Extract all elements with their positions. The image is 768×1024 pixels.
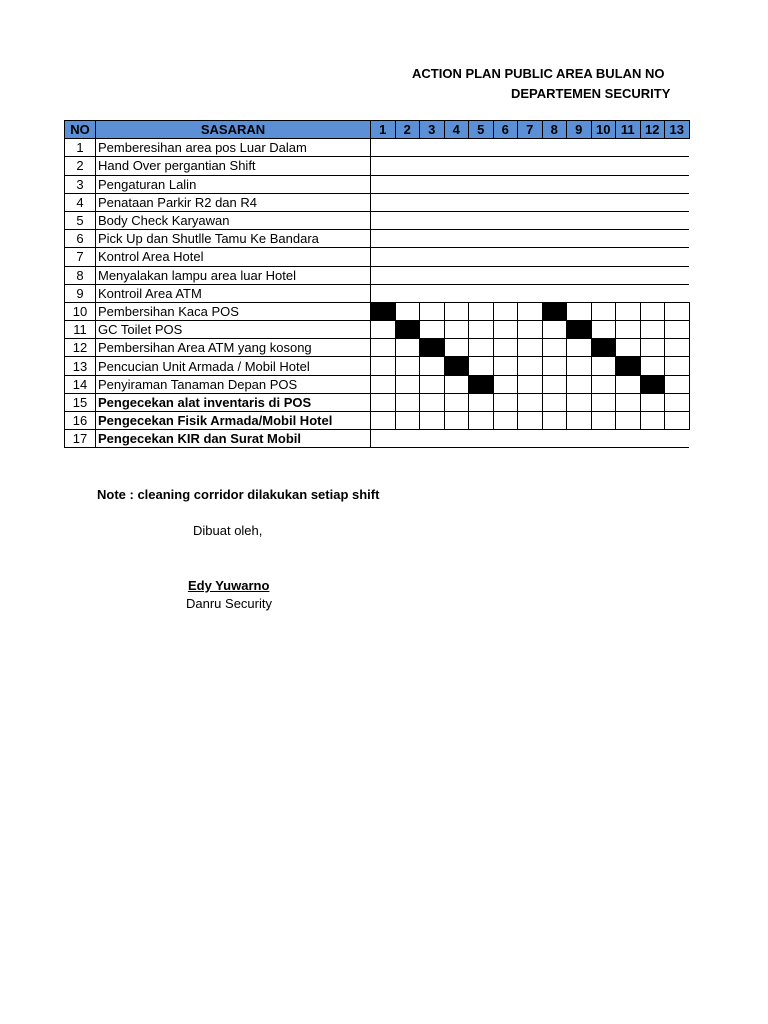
signer-name: Edy Yuwarno xyxy=(188,578,270,593)
schedule-cell xyxy=(469,339,494,357)
column-header-task: SASARAN xyxy=(96,121,371,139)
schedule-cell xyxy=(395,302,420,320)
schedule-cell xyxy=(518,375,543,393)
row-number: 2 xyxy=(65,157,96,175)
schedule-span xyxy=(371,230,690,248)
column-header-day: 3 xyxy=(420,121,445,139)
schedule-span xyxy=(371,193,690,211)
schedule-cell xyxy=(371,393,396,411)
row-number: 3 xyxy=(65,175,96,193)
task-label: Hand Over pergantian Shift xyxy=(96,157,371,175)
schedule-cell xyxy=(591,357,616,375)
schedule-span xyxy=(371,430,690,448)
made-by-label: Dibuat oleh, xyxy=(193,523,263,538)
task-label: Pengecekan Fisik Armada/Mobil Hotel xyxy=(96,412,371,430)
schedule-cell xyxy=(616,393,641,411)
column-header-day: 6 xyxy=(493,121,518,139)
schedule-cell xyxy=(567,339,592,357)
schedule-cell xyxy=(640,339,665,357)
schedule-cell xyxy=(665,393,690,411)
schedule-cell xyxy=(665,339,690,357)
schedule-cell xyxy=(493,357,518,375)
table-row xyxy=(65,302,690,320)
schedule-cell xyxy=(591,393,616,411)
schedule-cell xyxy=(420,357,445,375)
schedule-cell-filled xyxy=(591,339,616,357)
table-row xyxy=(65,230,690,248)
schedule-cell xyxy=(469,393,494,411)
column-header-day: 9 xyxy=(567,121,592,139)
schedule-cell xyxy=(395,339,420,357)
table-row xyxy=(65,193,690,211)
schedule-cell xyxy=(518,357,543,375)
schedule-cell xyxy=(420,393,445,411)
row-number: 10 xyxy=(65,302,96,320)
row-number: 11 xyxy=(65,321,96,339)
column-header-no: NO xyxy=(65,121,96,139)
schedule-cell xyxy=(616,302,641,320)
table-row xyxy=(65,284,690,302)
schedule-cell-filled xyxy=(567,321,592,339)
schedule-cell xyxy=(591,412,616,430)
column-header-day: 13 xyxy=(665,121,690,139)
task-label: Pick Up dan Shutlle Tamu Ke Bandara xyxy=(96,230,371,248)
column-header-day: 8 xyxy=(542,121,567,139)
schedule-span xyxy=(371,211,690,229)
schedule-cell xyxy=(591,302,616,320)
column-header-day: 10 xyxy=(591,121,616,139)
schedule-cell xyxy=(493,393,518,411)
row-number: 13 xyxy=(65,357,96,375)
schedule-span xyxy=(371,248,690,266)
schedule-cell xyxy=(518,339,543,357)
column-header-day: 4 xyxy=(444,121,469,139)
schedule-cell xyxy=(640,393,665,411)
schedule-cell xyxy=(395,357,420,375)
table-row xyxy=(65,375,690,393)
schedule-cell xyxy=(616,321,641,339)
signer-role: Danru Security xyxy=(186,596,272,611)
task-label: Pengecekan alat inventaris di POS xyxy=(96,393,371,411)
task-label: Body Check Karyawan xyxy=(96,211,371,229)
task-label: Menyalakan lampu area luar Hotel xyxy=(96,266,371,284)
task-label: Pengaturan Lalin xyxy=(96,175,371,193)
schedule-cell xyxy=(640,302,665,320)
schedule-cell xyxy=(371,321,396,339)
schedule-cell xyxy=(444,302,469,320)
schedule-cell xyxy=(665,321,690,339)
table-row xyxy=(65,157,690,175)
column-header-day: 2 xyxy=(395,121,420,139)
schedule-cell xyxy=(518,321,543,339)
schedule-cell xyxy=(518,412,543,430)
schedule-cell xyxy=(616,412,641,430)
note-text: Note : cleaning corridor dilakukan setiap shift xyxy=(97,487,380,502)
schedule-cell xyxy=(567,357,592,375)
schedule-cell xyxy=(493,375,518,393)
row-number: 9 xyxy=(65,284,96,302)
schedule-cell xyxy=(371,357,396,375)
schedule-cell xyxy=(518,393,543,411)
row-number: 16 xyxy=(65,412,96,430)
schedule-cell-filled xyxy=(444,357,469,375)
row-number: 4 xyxy=(65,193,96,211)
table-row xyxy=(65,412,690,430)
schedule-cell xyxy=(444,375,469,393)
task-label: Pencucian Unit Armada / Mobil Hotel xyxy=(96,357,371,375)
table-row xyxy=(65,175,690,193)
schedule-cell xyxy=(395,393,420,411)
schedule-cell xyxy=(420,375,445,393)
schedule-span xyxy=(371,266,690,284)
column-header-day: 1 xyxy=(371,121,396,139)
table-row xyxy=(65,339,690,357)
schedule-cell-filled xyxy=(395,321,420,339)
schedule-cell xyxy=(395,412,420,430)
task-label: Pemberesihan area pos Luar Dalam xyxy=(96,139,371,157)
row-number: 14 xyxy=(65,375,96,393)
schedule-cell xyxy=(420,302,445,320)
schedule-cell-filled xyxy=(371,302,396,320)
schedule-cell-filled xyxy=(640,375,665,393)
schedule-cell xyxy=(469,302,494,320)
column-header-day: 7 xyxy=(518,121,543,139)
schedule-cell xyxy=(371,339,396,357)
table-row xyxy=(65,321,690,339)
row-number: 17 xyxy=(65,430,96,448)
row-number: 1 xyxy=(65,139,96,157)
schedule-span xyxy=(371,284,690,302)
schedule-cell xyxy=(444,393,469,411)
schedule-cell xyxy=(371,375,396,393)
column-header-day: 5 xyxy=(469,121,494,139)
table-header-row xyxy=(65,121,690,139)
schedule-cell xyxy=(567,412,592,430)
schedule-cell xyxy=(469,412,494,430)
schedule-cell xyxy=(444,339,469,357)
task-label: GC Toilet POS xyxy=(96,321,371,339)
schedule-cell xyxy=(542,412,567,430)
task-label: Kontrol Area Hotel xyxy=(96,248,371,266)
document-title: ACTION PLAN PUBLIC AREA BULAN NO xyxy=(412,66,665,81)
column-header-day: 11 xyxy=(616,121,641,139)
table-row xyxy=(65,357,690,375)
schedule-cell xyxy=(420,321,445,339)
row-number: 6 xyxy=(65,230,96,248)
schedule-cell xyxy=(665,412,690,430)
schedule-cell xyxy=(640,412,665,430)
row-number: 12 xyxy=(65,339,96,357)
table-row xyxy=(65,248,690,266)
schedule-cell xyxy=(371,412,396,430)
schedule-cell xyxy=(518,302,543,320)
table-row xyxy=(65,266,690,284)
schedule-cell xyxy=(640,357,665,375)
schedule-cell-filled xyxy=(469,375,494,393)
task-label: Pembersihan Area ATM yang kosong xyxy=(96,339,371,357)
table-row xyxy=(65,430,690,448)
schedule-cell-filled xyxy=(542,302,567,320)
schedule-cell xyxy=(542,357,567,375)
department-title: DEPARTEMEN SECURITY xyxy=(511,86,671,101)
schedule-cell xyxy=(493,321,518,339)
schedule-span xyxy=(371,175,690,193)
task-label: Pembersihan Kaca POS xyxy=(96,302,371,320)
table-row xyxy=(65,139,690,157)
task-label: Pengecekan KIR dan Surat Mobil xyxy=(96,430,371,448)
schedule-cell xyxy=(493,302,518,320)
column-header-day: 12 xyxy=(640,121,665,139)
row-number: 8 xyxy=(65,266,96,284)
schedule-cell-filled xyxy=(420,339,445,357)
schedule-cell xyxy=(665,357,690,375)
row-number: 5 xyxy=(65,211,96,229)
schedule-cell xyxy=(542,321,567,339)
schedule-cell xyxy=(665,375,690,393)
table-row xyxy=(65,393,690,411)
schedule-span xyxy=(371,139,690,157)
row-number: 15 xyxy=(65,393,96,411)
schedule-cell xyxy=(591,321,616,339)
schedule-cell xyxy=(591,375,616,393)
schedule-cell xyxy=(395,375,420,393)
schedule-cell xyxy=(444,321,469,339)
row-number: 7 xyxy=(65,248,96,266)
schedule-cell xyxy=(542,393,567,411)
schedule-cell xyxy=(469,357,494,375)
schedule-cell xyxy=(444,412,469,430)
schedule-cell xyxy=(665,302,690,320)
schedule-cell xyxy=(493,412,518,430)
schedule-cell xyxy=(567,393,592,411)
schedule-cell xyxy=(542,339,567,357)
table-row xyxy=(65,211,690,229)
schedule-cell xyxy=(420,412,445,430)
schedule-cell xyxy=(567,302,592,320)
schedule-cell xyxy=(469,321,494,339)
action-plan-table xyxy=(64,120,690,448)
task-label: Kontroil Area ATM xyxy=(96,284,371,302)
schedule-cell xyxy=(616,375,641,393)
task-label: Penataan Parkir R2 dan R4 xyxy=(96,193,371,211)
schedule-cell-filled xyxy=(616,357,641,375)
schedule-span xyxy=(371,157,690,175)
schedule-cell xyxy=(640,321,665,339)
task-label: Penyiraman Tanaman Depan POS xyxy=(96,375,371,393)
schedule-cell xyxy=(616,339,641,357)
schedule-cell xyxy=(567,375,592,393)
schedule-cell xyxy=(493,339,518,357)
schedule-cell xyxy=(542,375,567,393)
